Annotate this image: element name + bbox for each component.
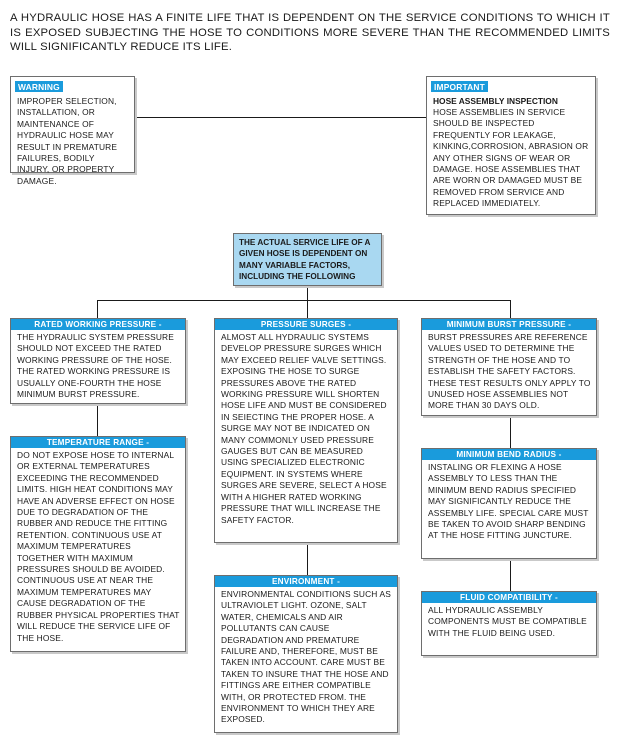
connector-right-col-2 [510, 559, 511, 591]
connector-mid-down [307, 300, 308, 318]
warning-text: IMPROPER SELECTION, INSTALLATION, OR MAINTENANCE OF HYDRAULIC HOSE MAY RESULT IN PREMATURE FAILURES, BODILY INJURY, OR PROPERTY DAMAGE. [17, 96, 118, 186]
environment-title: ENVIRONMENT - [215, 576, 397, 587]
connector-left-down [97, 300, 98, 318]
minimum-bend-radius-box [421, 448, 597, 559]
rated-working-pressure-box [10, 318, 186, 404]
fluid-compatibility-text: ALL HYDRAULIC ASSEMBLY COMPONENTS MUST BE COMPATIBLE WITH THE FLUID BEING USED. [428, 605, 587, 638]
connector-center-down [307, 286, 308, 301]
rated-working-pressure-text: THE HYDRAULIC SYSTEM PRESSURE SHOULD NOT EXCEED THE RATED WORKING PRESSURE OF THE HOSE. THE RATED WORKING PRESSURE IS USUALLY ONE-FOURTH THE HOSE MINIMUM BURST PRESSURE. [17, 332, 174, 400]
warning-label: WARNING [15, 81, 63, 92]
temperature-range-title: TEMPERATURE RANGE - [11, 437, 185, 448]
important-box [426, 76, 596, 215]
minimum-burst-pressure-text: BURST PRESSURES ARE REFERENCE VALUES USED TO DETERMINE THE STRENGTH OF THE HOSE AND TO ESTABLISH THE SAFETY FACTORS. THESE TEST RESULTS ONLY APPLY TO UNUSED HOSE ASSEMBLIES NOT MORE THAN 30 DAYS OLD. [428, 332, 591, 411]
pressure-surges-text: ALMOST ALL HYDRAULIC SYSTEMS DEVELOP PRESSURE SURGES WHICH MAY EXCEED RELIEF VALVE SETTINGS. EXPOSING THE HOSE TO SURGE PRESSURES ABOVE THE RATED WORKING PRESSURE WILL SHORTEN HOSE LIFE AND MUST BE CONSIDERED IN SEIECTING THE PROPER HOSE. A SURGE MAY NOT BE INDICATED ON MANY COMMONLY USED PRESSURE GAUGES BUT CAN BE MEASURED USING SPECIALIZED ELECTRONIC EQUIPMENT. IN SYSTEMS WHERE SURGES ARE SEVERE, SELECT A HOSE WITH A HIGHER RATED WORKING PRESSURE THAT WILL INCREASE THE SAFETY FACTOR. [221, 332, 387, 525]
intro-paragraph: A HYDRAULIC HOSE HAS A FINITE LIFE THAT IS DEPENDENT ON THE SERVICE CONDITIONS TO WHICH IT IS EXPOSED SUBJECTING THE HOSE TO CONDITIONS MORE SEVERE THAN THE RECOMMENDED LIMITS WILL SIGNIFICANTLY REDUCE ITS LIFE. [10, 12, 610, 53]
connector-warning-important [135, 117, 426, 118]
service-life-box: THE ACTUAL SERVICE LIFE OF A GIVEN HOSE IS DEPENDENT ON MANY VARIABLE FACTORS, INCLUDING THE FOLLOWING [233, 233, 382, 286]
important-heading: HOSE ASSEMBLY INSPECTION [433, 96, 558, 106]
connector-horizontal-bar [97, 300, 510, 301]
connector-left-col [97, 404, 98, 436]
temperature-range-box [10, 436, 186, 652]
connector-right-col-1 [510, 416, 511, 448]
environment-text: ENVIRONMENTAL CONDITIONS SUCH AS ULTRAVIOLET LIGHT. OZONE, SALT WATER, CHEMICALS AND AIR POLLUTANTS CAN CAUSE DEGRADATION AND PREMATURE FAILURE AND, THEREFORE, MUST BE TAKEN INTO ACCOUNT. CARE MUST BE TAKEN TO INSURE THAT THE HOSE AND FITTINGS ARE EITHER COMPATIBLE WITH, OR PROTECTED FROM. THE ENVIRONMENT TO WHICH THEY ARE EXPOSED. [221, 589, 391, 725]
environment-box [214, 575, 398, 733]
fluid-compatibility-box [421, 591, 597, 656]
minimum-bend-radius-title: MINIMUM BEND RADIUS - [422, 449, 596, 460]
rated-working-pressure-title: RATED WORKING PRESSURE - [11, 319, 185, 330]
connector-right-down [510, 300, 511, 318]
fluid-compatibility-title: FLUID COMPATIBILITY - [422, 592, 596, 603]
connector-mid-col [307, 543, 308, 575]
minimum-bend-radius-text: INSTALING OR FLEXING A HOSE ASSEMBLY TO LESS THAN THE MINIMUM BEND RADIUS SPECIFIED MAY SIGNIFICANTLY REDUCE THE ASSEMBLY LIFE. SPECIAL CARE MUST BE TAKEN TO AVOID SHARP BENDING AT THE HOSE FITTING JUNCTURE. [428, 462, 589, 541]
pressure-surges-box [214, 318, 398, 543]
warning-box [10, 76, 135, 186]
temperature-range-text: DO NOT EXPOSE HOSE TO INTERNAL OR EXTERNAL TEMPERATURES EXCEEDING THE RECOMMENDED LIMITS. HIGH HEAT CONDITIONS MAY HAVE AN ADVERSE EFFECT ON HOSE DUE TO DEGRADATION OF THE RUBBER AND REDUCE THE FITTING RETENTION. CONTINUOUS USE AT MAXIMUM TEMPERATURES TOGETHER WITH MAXIMUM PRESSURES SHOULD BE AVOIDED. CONTINUOUS USE AT NEAR THE MAXIMUM TEMPERATURES MAY CAUSE DEGRADATION OF THE RUBBER PHYSICAL PROPERTIES THAT WILL REDUCE THE SERVICE LIFE OF THE HOSE. [17, 450, 180, 643]
important-text: HOSE ASSEMBLIES IN SERVICE SHOULD BE INSPECTED FREQUENTLY FOR LEAKAGE, KINKING,CORROSION, ABRASION OR ANY OTHER SIGNS OF WEAR OR DAMAGE. HOSE ASSEMBLIES THAT ARE WORN OR DAMAGED MUST BE REMOVED FROM SERVICE AND REPLACED IMMEDIATELY. [433, 107, 589, 209]
minimum-burst-pressure-title: MINIMUM BURST PRESSURE - [422, 319, 596, 330]
minimum-burst-pressure-box [421, 318, 597, 416]
important-label: IMPORTANT [431, 81, 488, 92]
pressure-surges-title: PRESSURE SURGES - [215, 319, 397, 330]
